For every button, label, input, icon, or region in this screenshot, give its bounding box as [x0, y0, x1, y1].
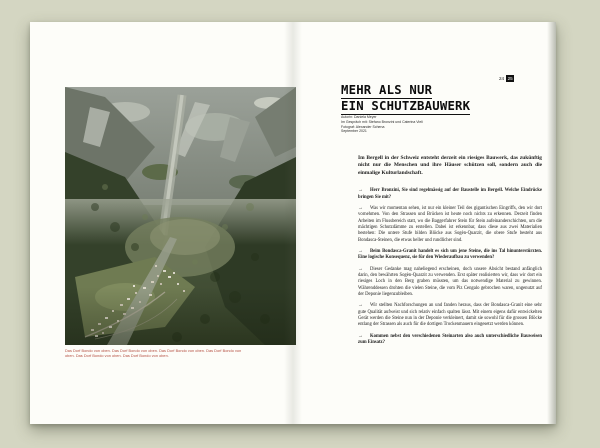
valley-photo	[65, 87, 296, 345]
question-text: Herr Bronzini, Sie sind regelmässig auf der Baustelle im Bergell. Welche Eindrücke bringen Sie mit?	[358, 188, 542, 200]
question-text: Beim Bondasca-Granit handelt es sich um jene Steine, die ins Tal hinunterstürzten. Eine logische Konsequenz, sie für den Wiederaufbau zu verwenden?	[358, 248, 542, 261]
arrow-icon: →	[358, 205, 363, 211]
answer-text: Was wir momentan sehen, ist nur ein kleiner Teil des gigantischen Eingriffs, den wir dort vornehmen. Von den Strassen und Brücken ist heute noch nichts zu erkennen. Derzeit finden Arbeiten im Flussbereich statt, wo die Baggerfahrer Stein für Stein aufeinanderschichten, um die mächtigen Schutzdämme zu erstellen. Dabei ist erkennbar, dass diese aus zwei Materialien bestehen: Die untere Stufe bilden Blöcke aus Sogèn-Quarzit, die obere Stufe besteht aus Bondasca-Steinen, die etwas heller und rundlicher sind.	[358, 205, 542, 243]
page-edge-shadow	[547, 22, 556, 424]
valley-photo-graphic	[65, 87, 296, 345]
credit-line-interviewees: Im Gespräch mit: Stefano Bronzini und Caterina Vieli	[341, 119, 423, 124]
credit-line-author: Autorin: Daniela Meyer	[341, 115, 377, 119]
bottom-vignette	[65, 287, 296, 345]
question-paragraph	[358, 249, 542, 262]
question-paragraph	[358, 334, 542, 347]
intro-paragraph: Im Bergell in der Schweiz entsteht derzeit ein riesiges Bauwerk, das zukünftig nicht nur die Menschen und ihre Häuser schützen soll, sondern auch die einmalige Kulturlandschaft.	[358, 155, 542, 176]
credit-line-photographer: Fotograf: Alexander Schena	[341, 124, 385, 129]
arrow-icon: →	[358, 266, 363, 272]
answer-paragraph	[358, 206, 542, 244]
arrow-icon: →	[358, 303, 363, 309]
photo-caption: Das Dorf Bondo von oben. Das Dorf Bondo von oben. Das Dorf Bondo von oben. Das Dorf Bondo von oben. Das Dorf Bondo von oben. Das Dorf Bondo von oben.	[65, 349, 242, 359]
article-credits	[341, 115, 423, 134]
arrow-icon: →	[358, 188, 363, 194]
article-title	[341, 83, 470, 115]
page-number-left: 24	[499, 75, 505, 81]
arrow-icon: →	[358, 248, 363, 254]
question-paragraph	[358, 188, 542, 201]
arrow-icon: →	[358, 333, 363, 339]
page-number	[499, 75, 514, 82]
page-gutter-shadow	[284, 22, 302, 424]
answer-text: Wir stellten Nachforschungen an und fanden heraus, dass der Bondasca-Granit eine sehr gute Qualität aufweist und sich relativ einfach spalten lässt. Mit einem eigens dafür entwickelten Gerät werden die Steine nun in der Deponie verkleinert, damit sie sowohl für die grossen Blöcke entlang der Strassen als auch für die dortigen Trockenmauern eingesetzt werden können.	[358, 303, 542, 328]
answer-paragraph	[358, 267, 542, 299]
credit-line-date: September 2021	[341, 129, 367, 134]
magazine-spread	[30, 22, 556, 424]
question-text: Kommen nebst den verschiedenen Steinarten also auch unterschiedliche Bauweisen zum Einsatz?	[358, 333, 542, 346]
article-title-line1: MEHR ALS NUR	[341, 83, 432, 99]
page-number-current: 25	[507, 75, 513, 81]
answer-text: Dieser Gedanke mag naheliegend erscheinen, doch unsere Absicht bestand anfänglich darin, den bewährten Sogèn-Quarzit zu verwenden. Erst später realisierten wir, dass wir dort ein riesiges Loch in den Berg graben müssten, um das notwendige Material zu gewinnen. Währenddessen drohten die vielen Steine, die vom Piz Cengalo gebrochen waren, ungenutzt auf der Deponie liegenzubleiben.	[358, 266, 542, 298]
article-body	[358, 155, 542, 351]
answer-paragraph	[358, 303, 542, 328]
article-title-line2: EIN SCHUTZBAUWERK	[341, 99, 470, 115]
